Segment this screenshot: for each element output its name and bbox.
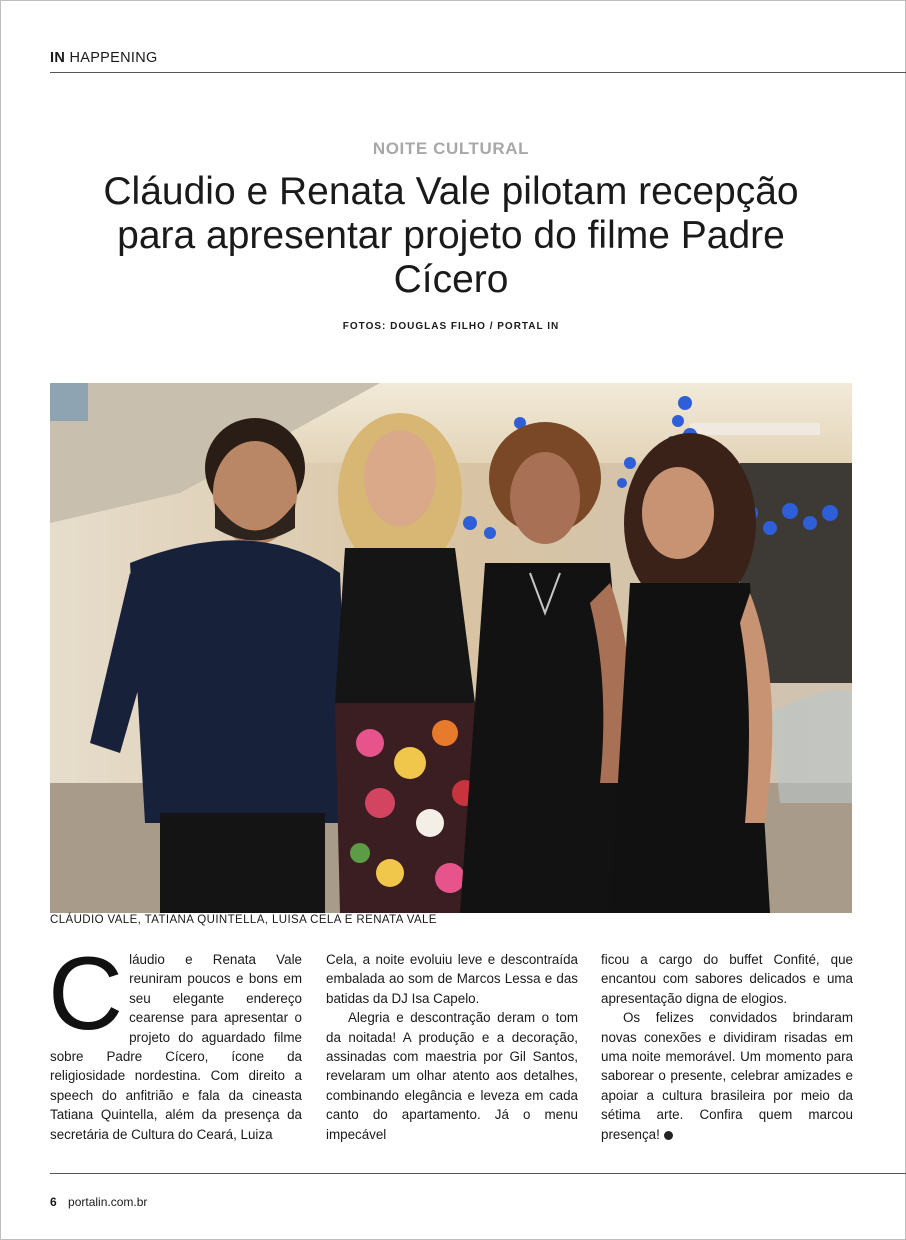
article-paragraph: Alegria e descontração deram o tom da noitada! A produção e a decoração, assinadas com maestria por Gil Santos, revelaram um olhar atento aos detalhes, combinando elegância e leveza em cada canto do apartamento. Já o menu impecável xyxy=(326,1010,578,1142)
article-paragraph xyxy=(48,936,302,1144)
article-column-1 xyxy=(48,936,302,1144)
paragraph-text: láudio e Renata Vale reuniram poucos e bons em seu elegante endereço cearense para apresentar o projeto do aguardado filme sobre Padre Cícero, ícone da religiosidade nordestina. Com direito a speech do anfitrião e fala da cineasta Tatiana Quintella, além da presença da secretária de Cultura do Ceará, Luiza xyxy=(50,952,302,1142)
drop-cap: C xyxy=(48,936,124,1052)
photo-credit: FOTOS: DOUGLAS FILHO / PORTAL IN xyxy=(342,321,560,332)
site-url: portalin.com.br xyxy=(68,1195,148,1209)
magazine-brand: IN xyxy=(50,50,66,66)
end-of-article-icon xyxy=(664,1131,673,1140)
page-footer xyxy=(50,1195,147,1209)
article-headline: Cláudio e Renata Vale pilotam recepção para apresentar projeto do filme Padre Cícero xyxy=(103,170,799,301)
article-column-2 xyxy=(326,950,578,1144)
paragraph-text: Os felizes convidados brindaram novas conexões e dividiram risadas em uma noite memorável. Um momento para saborear o presente, celebrar amizades e apoiar a cultura brasileira por meio da sétima arte. Confira quem marcou presença! xyxy=(601,1010,853,1142)
article-paragraph: ficou a cargo do buffet Confité, que encantou com sabores delicados e uma apresentação digna de elogios. xyxy=(601,952,853,1006)
bottom-divider xyxy=(50,1173,906,1174)
top-divider xyxy=(50,72,906,73)
section-name: HAPPENING xyxy=(69,50,158,66)
article-paragraph: Cela, a noite evoluiu leve e descontraída embalada ao som de Marcos Lessa e das batidas da DJ Isa Capelo. xyxy=(326,952,578,1006)
event-photo xyxy=(50,383,852,913)
page-number: 6 xyxy=(50,1195,57,1209)
article-column-3 xyxy=(601,950,853,1144)
article-kicker: NOITE CULTURAL xyxy=(372,139,530,158)
section-header xyxy=(50,50,158,66)
photo-caption: CLÁUDIO VALE, TATIANA QUINTELLA, LUISA CELA E RENATA VALE xyxy=(50,914,437,926)
article-paragraph xyxy=(601,1008,853,1144)
